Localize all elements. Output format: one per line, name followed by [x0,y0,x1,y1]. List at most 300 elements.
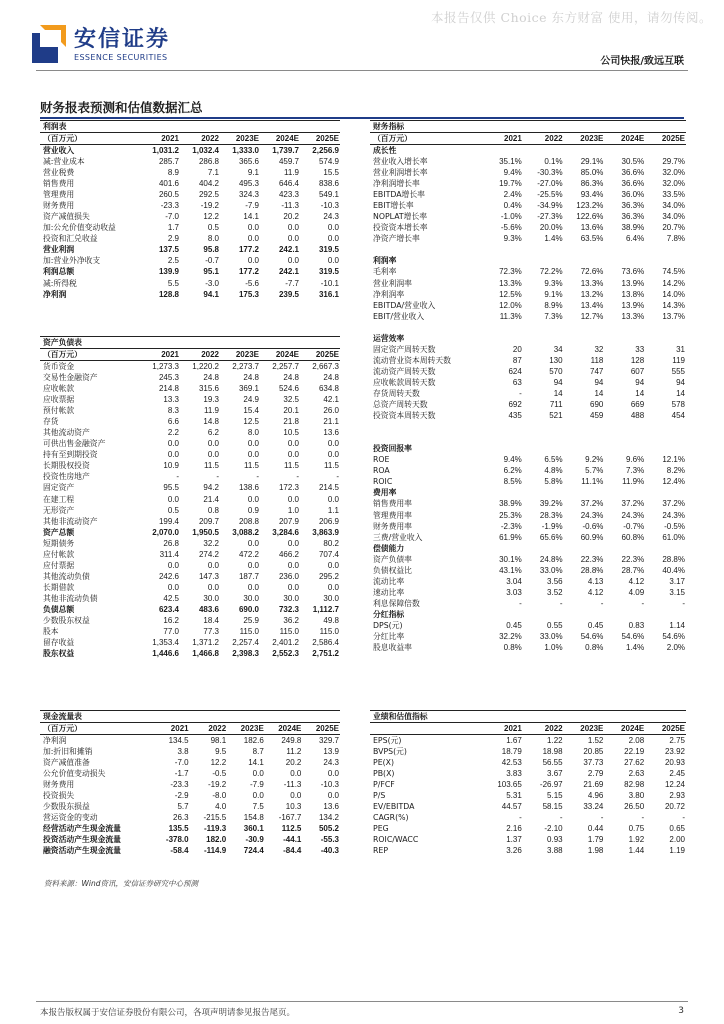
row-value: 14 [553,389,563,398]
logo-mark-icon [32,25,68,65]
table-row [370,768,686,779]
row-label: 净利润 [43,289,67,299]
table-row [40,768,340,779]
table-header-row [40,349,340,361]
table-row [40,746,340,757]
row-label: 少数股东损益 [43,802,90,812]
row-value: 30.0 [243,593,259,603]
row-value: 1.92 [628,835,645,845]
row-value: 118 [590,355,604,365]
row-value: 13.3% [499,278,522,288]
row-value: 30.1% [499,554,522,564]
row-value: 1,739.7 [272,146,299,155]
row-value: -44.1 [283,835,302,845]
row-value: 37.2% [662,499,685,509]
row-value: 838.6 [318,179,339,189]
row-value: 199.4 [158,516,179,526]
row-value: 0.0 [247,439,259,449]
row-value: 37.73 [583,758,604,768]
row-label: 财务费用 [43,780,75,790]
page-number: 3 [678,1006,684,1016]
row-value: -0.7% [623,521,645,531]
row-value: 24.8% [539,554,563,564]
row-value: 249.8 [281,736,302,745]
table-row [370,377,686,388]
row-label: 净利润增长率 [373,179,420,189]
row-value: 634.8 [318,384,339,394]
row-value: 36.3% [621,212,645,222]
row-value: 1,466.8 [192,649,219,659]
row-label: 利息保障倍数 [373,598,420,608]
row-value: 36.6% [621,168,645,178]
row-value: 24.8 [323,373,339,383]
row-value: 5.7% [585,466,604,476]
row-value: 8.3 [167,406,179,416]
table-row [40,626,340,637]
row-label: 股东权益 [43,649,75,659]
row-value: 82.98 [624,780,645,790]
row-value: 35.1% [499,157,522,167]
row-value: 2.93 [669,791,685,801]
group-header-row [370,333,686,344]
table-row [40,527,340,538]
row-value: 435 [508,411,522,421]
row-label: EBITDA/营业收入 [373,300,436,310]
group-header-row [370,145,686,157]
row-label: 固定资产周转天数 [373,344,436,354]
row-value: 28.8% [662,554,685,564]
year-header: 2024E [604,723,645,735]
row-value: 311.4 [159,549,179,559]
row-label: 管理费用 [43,190,75,200]
spacer-cell [370,322,686,333]
row-value: 0.0 [167,582,179,592]
row-value: 3.03 [506,587,522,597]
row-value: 454 [671,411,685,421]
row-value: 624 [508,366,522,376]
row-value: 3.26 [506,846,522,856]
row-value: 0.0 [207,582,219,592]
year-header: 2023E [227,723,265,735]
year-header: 2025E [300,133,340,145]
row-value: 0.5 [207,223,219,233]
table-row [370,311,686,322]
row-value: 3.56 [547,576,563,586]
row-value: 10.3 [285,802,302,812]
table-row [40,189,340,200]
row-value: 85.0% [580,168,604,178]
table-row [40,416,340,427]
row-value: 24.3% [621,510,645,520]
row-value: - [216,472,219,482]
row-label: 负债总额 [43,605,75,614]
table-row [370,278,686,289]
row-value: - [176,472,179,482]
row-label: 营运资金的变动 [43,813,98,823]
table-row [370,757,686,768]
row-value: 13.9% [621,300,645,310]
row-value: 28.8% [580,565,604,575]
table-row [40,372,340,383]
row-value: 94 [553,377,563,387]
row-value: -58.4 [170,846,189,856]
row-value: 13.9% [621,278,645,288]
row-value: 4.12 [628,576,645,586]
row-value: 72.3% [499,267,522,277]
row-label: 交易性金融资产 [43,373,98,383]
table-row [40,361,340,373]
row-value: 14.1 [243,212,259,222]
row-label: 少数股东权益 [43,616,90,626]
table-row [370,355,686,366]
row-value: 570 [549,366,563,376]
table-title: 资产负债表 [40,337,340,349]
row-value: 724.4 [243,846,264,856]
row-value: 0.55 [547,620,563,630]
row-value: 3.88 [547,846,563,856]
row-value: 30.0 [203,593,219,603]
row-value: - [682,598,685,608]
row-label: 管理费用率 [373,510,412,520]
row-value: - [641,598,645,608]
row-label: ROE [373,455,390,465]
row-value: 80.2 [323,538,339,548]
row-label: 流动比率 [373,576,405,586]
row-label: 净资产增长率 [373,234,420,244]
row-value: 12.24 [664,780,685,790]
row-value: 18.98 [542,747,563,757]
row-value: 6.2 [207,428,219,438]
row-value: -7.9 [245,201,259,211]
row-value: 40.4% [662,565,685,575]
row-value: 2.45 [669,769,685,779]
row-value: 147.3 [198,571,219,581]
row-label: 预付帐款 [43,406,75,416]
row-label: 流动资产周转天数 [373,366,436,376]
table-row [370,735,686,747]
row-value: 14.1 [248,758,264,768]
row-value: 0.0 [287,234,299,244]
row-label: 固定资产 [43,483,75,493]
table-header-row [40,723,340,735]
row-value: 38.9% [621,223,645,233]
row-value: 12.2 [210,758,227,768]
row-label: 股本 [43,627,59,637]
row-value: - [519,598,522,608]
group-header-row [370,543,686,554]
row-value: 578 [671,400,685,410]
row-value: -5.6% [500,223,522,233]
row-label: 其他流动负债 [43,571,90,581]
row-value: 7.8% [666,234,685,244]
row-label: 加:营业外净收支 [43,256,101,266]
year-header: 2022 [523,723,564,735]
row-value: - [559,598,563,608]
row-value: 3,088.2 [232,527,259,537]
row-value: 72.6% [580,267,604,277]
row-value: 0.0 [167,450,179,460]
row-value: 0.45 [506,620,522,630]
year-header: 2022 [180,349,220,361]
cash-flow-table [40,710,340,856]
row-value: 130 [549,355,563,365]
row-value: 27.62 [624,758,645,768]
table-row [40,637,340,648]
row-value: -1.0% [500,212,522,222]
table-row [40,427,340,438]
row-value: 11.9 [204,406,219,416]
row-value: -30.3% [537,168,563,178]
row-value: - [559,813,563,823]
row-value: 8.0 [247,428,259,438]
row-value: 33 [635,344,645,354]
row-value: 2.9 [167,234,179,244]
row-value: 9.3% [544,278,563,288]
row-value: 20 [512,344,522,354]
row-value: 21.69 [583,780,604,790]
row-value: 6.4% [625,234,645,244]
row-value: 4.0 [215,802,227,812]
row-value: 3.15 [669,587,685,597]
row-value: 0.9 [247,505,259,515]
row-label: 销售费用率 [373,499,412,509]
row-value: 34.0% [662,201,685,211]
row-value: 32.0% [662,168,685,178]
footer-disclaimer: 本报告版权属于安信证券股份有限公司，各项声明请参见报告尾页。 [40,1008,296,1018]
row-value: 13.6 [323,428,339,438]
financial-indicators-table [370,120,686,653]
row-value: 2.75 [669,736,685,745]
row-value: 707.4 [318,549,339,559]
row-value: 22.19 [624,747,645,757]
row-value: -378.0 [165,835,189,845]
row-label: EBITDA增长率 [373,190,425,200]
table-title-row [40,337,340,349]
row-value: 18.4 [203,616,219,626]
row-value: -3.0 [205,278,219,288]
row-label: 长期借款 [43,582,75,592]
year-header: 2021 [152,723,190,735]
row-value: 206.9 [318,516,339,526]
row-value: 65.6% [539,532,563,542]
row-label: 其他流动资产 [43,428,90,438]
table-header-row [370,723,686,735]
row-value: 242.1 [278,245,299,255]
row-label: 持有至到期投资 [43,450,98,460]
row-value: 77.3 [203,627,219,637]
title-divider [40,117,684,119]
row-value: 6.6 [167,417,179,427]
page-title: 财务报表预测和估值数据汇总 [40,100,203,115]
row-value: 13.6% [580,223,604,233]
row-value: 711 [549,400,563,410]
row-value: 0.0 [327,769,339,779]
table-row [40,222,340,233]
table-row [40,757,340,768]
row-value: 61.9% [499,532,522,542]
row-value: 692 [508,400,522,410]
row-label: P/S [373,791,386,801]
row-value: 483.6 [198,605,219,614]
row-value: 13.3% [621,311,645,321]
row-value: -27.3% [537,212,563,222]
row-value: -30.9 [245,835,264,845]
row-value: 0.0 [287,256,299,266]
row-value: - [600,598,604,608]
row-value: -215.5 [203,813,227,823]
table-row [40,460,340,471]
row-value: 0.75 [628,824,645,834]
year-header: 2021 [140,133,180,145]
row-value: 11.1% [581,477,604,487]
row-value: 274.2 [198,549,219,559]
table-title-row [40,711,340,723]
table-row [370,454,686,465]
row-value: 0.1% [544,157,563,167]
row-value: 607 [630,366,645,376]
row-label: 资产负债率 [373,554,412,564]
year-header: 2023E [564,133,605,145]
table-row [370,620,686,631]
row-value: 103.65 [497,780,522,790]
row-value: 3.17 [669,576,685,586]
row-value: 1.44 [628,846,645,856]
row-value: 43.1% [499,565,522,575]
row-label: DPS(元) [373,620,403,630]
row-value: 12.7% [580,311,604,321]
row-value: 98.1 [210,736,227,745]
logo-chinese-name: 安信证券 [74,27,171,52]
row-value: 58.15 [542,802,563,812]
row-label: BVPS(元) [373,747,407,757]
row-label: 净利润率 [373,289,405,299]
row-value: 3.8 [177,747,189,757]
row-value: -8.0 [212,791,227,801]
row-label: 融资活动产生现金流量 [43,846,121,856]
row-value: 94 [635,377,645,387]
row-value: 329.7 [318,736,339,745]
row-label: 减:营业成本 [43,157,85,167]
row-value: 10.9 [163,461,179,471]
row-value: 42.53 [501,758,522,768]
row-value: 95.1 [203,267,219,277]
row-label: ROA [373,466,390,476]
row-value: 0.0 [247,538,259,548]
table-row [370,465,686,476]
year-header: 2024E [260,349,300,361]
row-value: 34 [553,344,563,354]
row-value: 12.4% [662,477,685,487]
row-value: 20.0% [539,223,563,233]
row-value: 2.00 [669,835,685,845]
row-value: 94 [676,377,685,387]
row-value: 2,256.9 [312,146,339,155]
row-label: EV/EBITDA [373,802,415,812]
row-value: -2.9 [174,791,189,801]
row-value: 319.5 [318,245,339,255]
table-row [370,476,686,487]
row-label: 应收票据 [43,395,75,405]
row-value: 137.5 [158,245,179,255]
year-header: 2024E [260,133,300,145]
row-label: EBIT增长率 [373,201,414,211]
row-value: 9.4% [503,168,522,178]
group-name: 运营效率 [373,333,405,343]
row-value: 1,273.3 [152,362,179,371]
row-value: 1.37 [506,835,522,845]
table-row [370,410,686,421]
row-value: 732.3 [278,605,299,614]
row-value: 21.1 [323,417,339,427]
row-value: 505.2 [318,824,339,834]
row-value: 0.0 [287,494,299,504]
unit-label [370,723,482,735]
row-label: 销售费用 [43,179,75,189]
table-row [370,532,686,543]
row-value: 423.3 [278,190,299,200]
row-value: 524.6 [278,384,299,394]
row-value: 24.9 [243,395,259,405]
table-row [370,812,686,823]
year-header: 2023E [564,723,605,735]
table-row [370,790,686,801]
row-value: -0.5% [664,521,685,531]
row-value: 7.1 [207,168,219,178]
table-row [40,604,340,615]
row-value: 26.3 [173,813,189,823]
row-value: -11.3 [283,780,302,790]
row-value: 0.0 [167,560,179,570]
row-value: 36.3% [621,201,645,211]
row-value: 0.0 [167,439,179,449]
row-value: 7.3% [544,311,563,321]
row-value: 209.7 [198,516,219,526]
row-value: 623.4 [158,605,179,614]
row-value: 1.98 [587,846,604,856]
year-header: 2023E [220,349,260,361]
row-value: 11.5 [324,461,339,471]
table-row [40,560,340,571]
year-header: 2023E [220,133,260,145]
row-value: 245.3 [158,373,179,383]
row-value: 574.9 [318,157,339,167]
table-row [40,394,340,405]
header-divider [36,70,688,71]
row-value: 15.5 [323,168,339,178]
row-value: 9.4% [503,455,522,465]
row-label: 可供出售金融资产 [43,439,106,449]
row-value: 1,112.7 [312,605,339,614]
year-header: 2025E [302,723,340,735]
row-value: 24.3% [662,510,685,520]
valuation-table [370,710,686,856]
row-label: PE(X) [373,758,395,768]
group-name: 偿债能力 [373,543,405,553]
spacer-cell [370,432,686,443]
row-label: NOPLAT增长率 [373,212,428,222]
row-value: 1,950.5 [192,527,219,537]
row-value: 25.9 [243,616,259,626]
row-value: 13.3 [163,395,179,405]
row-value: 175.3 [238,289,259,299]
group-name: 投资回报率 [373,444,412,454]
row-label: PEG [373,824,389,834]
row-value: 0.0 [327,560,339,570]
row-value: 24.8 [283,373,299,383]
row-value: 0.83 [628,620,645,630]
row-value: 315.6 [198,384,219,394]
row-value: 495.3 [238,179,259,189]
